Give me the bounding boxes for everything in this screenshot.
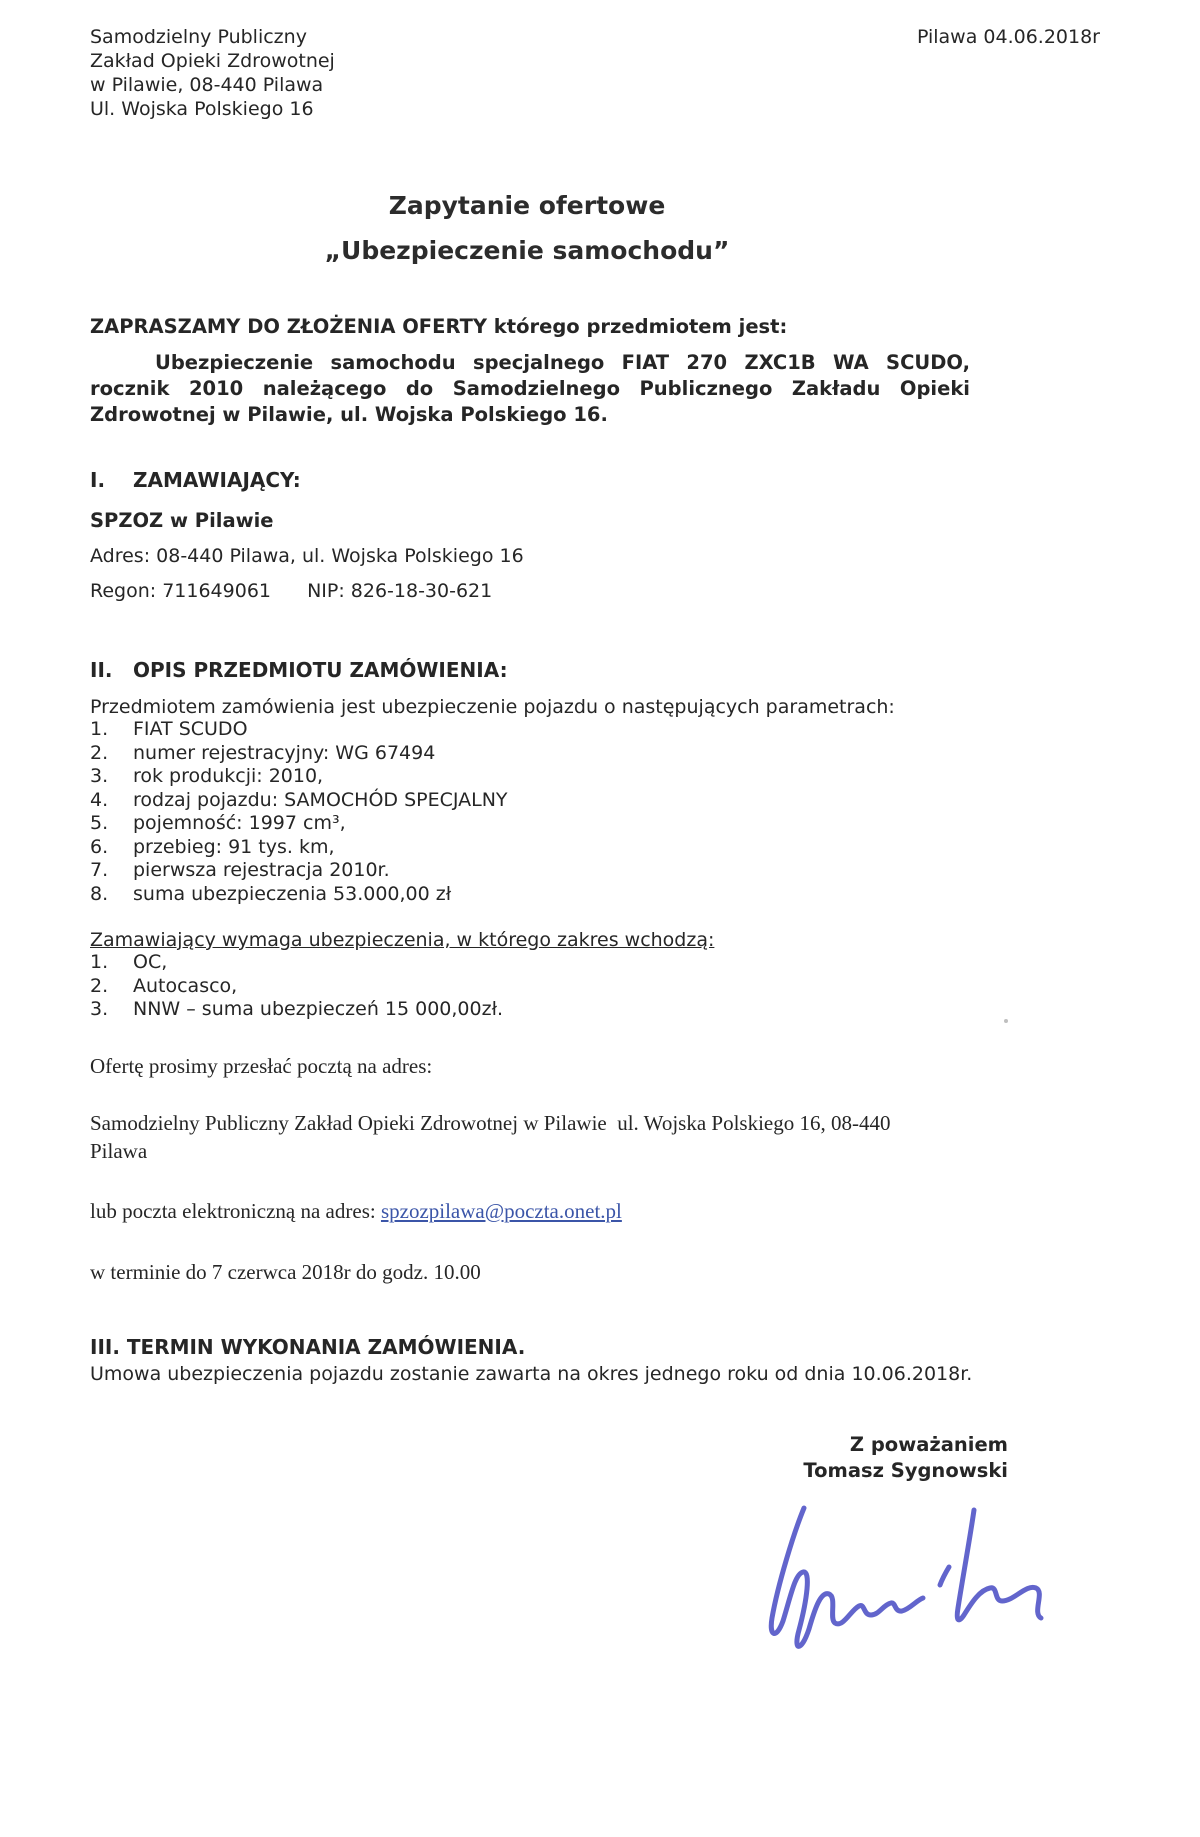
section-2-intro: Przedmiotem zamówienia jest ubezpieczenie pojazdu o następujących parametrach:	[90, 696, 895, 718]
list-item	[90, 742, 1100, 766]
list-item	[90, 765, 1100, 789]
buyer-address: Adres: 08-440 Pilawa, ul. Wojska Polskiego 16	[90, 545, 524, 567]
list-text: suma ubezpieczenia 53.000,00 zł	[133, 882, 452, 905]
list-item	[90, 883, 1100, 907]
list-text: numer rejestracyjny: WG 67494	[133, 741, 436, 764]
list-number: 6.	[90, 835, 109, 858]
closing-phrase: Z poważaniem	[849, 1432, 1008, 1456]
list-text: FIAT SCUDO	[133, 718, 248, 740]
section-number: I.	[90, 468, 106, 492]
section-number: II.	[90, 658, 113, 682]
buyer-regon: Regon: 711649061	[90, 580, 272, 602]
section-2-heading	[90, 658, 1100, 682]
scan-artifact-dot	[1004, 1019, 1008, 1023]
email-link[interactable]: spzozpilawa@poczta.onet.pl	[380, 1198, 622, 1223]
invitation-line: ZAPRASZAMY DO ZŁOŻENIA OFERTY którego przedmiotem jest:	[90, 315, 788, 338]
insurance-scope-list	[90, 951, 1100, 1022]
list-text: pojemność: 1997 cm³,	[133, 812, 346, 834]
section-3-body: Umowa ubezpieczenia pojazdu zostanie zawarta na okres jednego roku od dnia 10.06.2018r.	[90, 1362, 973, 1385]
letter-header	[90, 25, 1100, 121]
section-heading-text: OPIS PRZEDMIOTU ZAMÓWIENIA:	[133, 658, 508, 682]
list-item	[90, 951, 1100, 975]
list-number: 1.	[90, 951, 109, 973]
email-intro-text: lub poczta elektroniczną na adres:	[90, 1198, 381, 1223]
sender-address-block	[90, 25, 335, 121]
list-number: 4.	[90, 788, 109, 811]
list-number: 7.	[90, 859, 109, 881]
list-text: Autocasco,	[133, 974, 238, 997]
section-heading-text: ZAMAWIAJĄCY:	[133, 468, 301, 492]
section-1-heading	[90, 468, 1100, 492]
list-item	[90, 859, 1100, 883]
list-text: OC,	[133, 951, 168, 973]
sender-line: Zakład Opieki Zdrowotnej	[90, 50, 335, 72]
list-item	[90, 836, 1100, 860]
list-number: 3.	[90, 998, 109, 1020]
list-text: NNW – suma ubezpieczeń 15 000,00zł.	[133, 998, 504, 1020]
signature-block	[90, 1432, 1008, 1484]
email-instruction	[90, 1199, 1100, 1224]
list-number: 3.	[90, 765, 109, 787]
sender-line: w Pilawie, 08-440 Pilawa	[90, 74, 324, 96]
list-number: 8.	[90, 882, 109, 905]
list-text: rok produkcji: 2010,	[133, 765, 324, 787]
document-subtitle: „Ubezpieczenie samochodu”	[324, 236, 730, 265]
list-number: 2.	[90, 974, 109, 997]
list-item	[90, 789, 1100, 813]
document-title: Zapytanie ofertowe	[388, 191, 666, 220]
vehicle-parameters-list	[90, 718, 1100, 906]
signature-ink-icon	[742, 1488, 1052, 1653]
sender-line: Samodzielny Publiczny	[90, 26, 307, 48]
list-text: rodzaj pojazdu: SAMOCHÓD SPECJALNY	[133, 788, 508, 811]
insurance-scope-heading: Zamawiający wymaga ubezpieczenia, w którego zakres wchodzą:	[90, 929, 715, 951]
buyer-name: SPZOZ w Pilawie	[90, 509, 274, 532]
sender-line: Ul. Wojska Polskiego 16	[90, 98, 314, 120]
title-block	[90, 191, 964, 265]
postal-address: Samodzielny Publiczny Zakład Opieki Zdrowotnej w Pilawie ul. Wojska Polskiego 16, 08-440 Pilawa	[90, 1110, 891, 1163]
list-text: pierwsza rejestracja 2010r.	[133, 859, 390, 881]
post-instruction: Ofertę prosimy przesłać pocztą na adres:	[90, 1053, 433, 1078]
letter-date: Pilawa 04.06.2018r	[916, 26, 1100, 48]
section-3-heading: III. TERMIN WYKONANIA ZAMÓWIENIA.	[90, 1334, 526, 1359]
signer-name: Tomasz Sygnowski	[803, 1458, 1008, 1482]
buyer-nip: NIP: 826-18-30-621	[307, 580, 493, 602]
list-item	[90, 718, 1100, 742]
buyer-ids	[90, 580, 1100, 602]
handwritten-signature	[90, 1488, 1052, 1653]
list-item	[90, 812, 1100, 836]
list-number: 2.	[90, 741, 109, 764]
subject-paragraph: Ubezpieczenie samochodu specjalnego FIAT 270 ZXC1B WA SCUDO, rocznik 2010 należącego do Samodzielnego Publicznego Zakładu Opieki Zdrowotnej w Pilawie, ul. Wojska Polskiego 16.	[90, 351, 970, 426]
deadline-line: w terminie do 7 czerwca 2018r do godz. 10.00	[90, 1259, 481, 1284]
list-item	[90, 998, 1100, 1022]
list-number: 1.	[90, 718, 109, 740]
list-item	[90, 975, 1100, 999]
list-number: 5.	[90, 812, 109, 834]
list-text: przebieg: 91 tys. km,	[133, 835, 335, 858]
